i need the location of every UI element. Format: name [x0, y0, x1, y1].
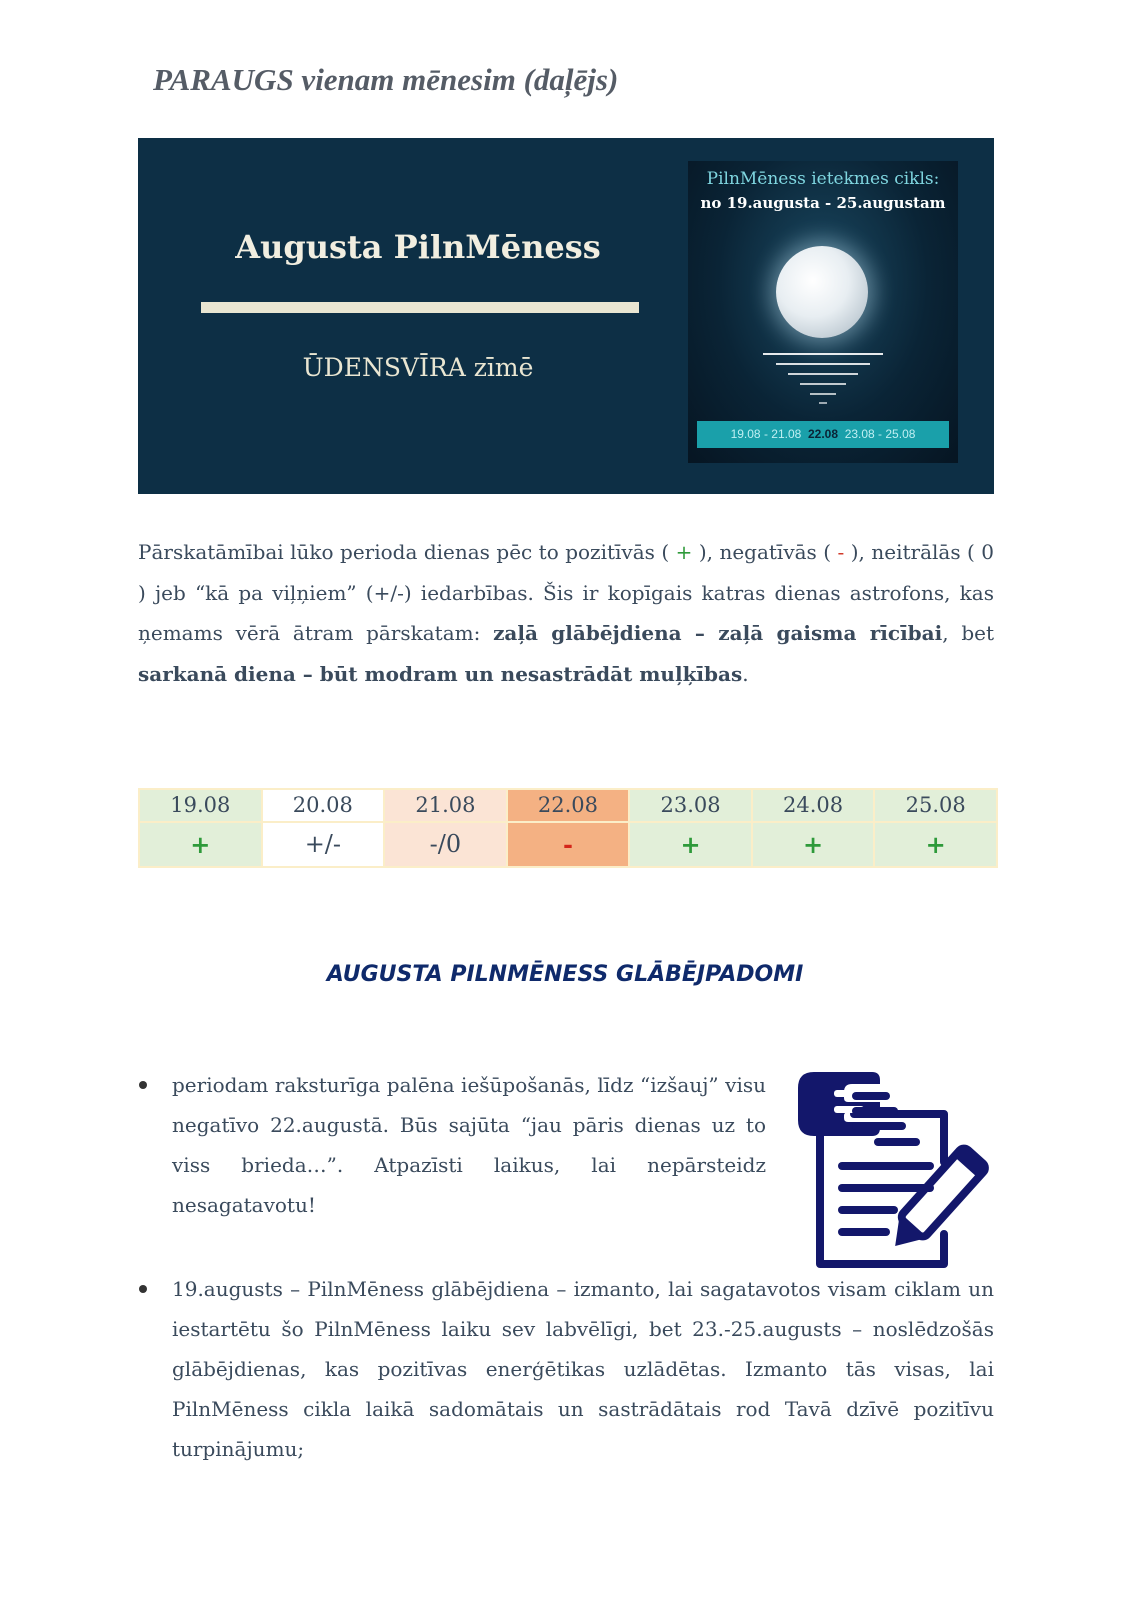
- document-edit-icon: [792, 1066, 1000, 1270]
- intro-text: ), neitrālās ( 0 ) jeb “kā pa viļņiem” (+/-) iedarbības. Šis ir kopīgais katras dienas astrofons, kas ņemams vērā ātram pārskatam:: [138, 540, 995, 645]
- banner-subtitle: ŪDENSVĪRA zīmē: [302, 353, 534, 382]
- banner-title: Augusta PilnMēness: [235, 228, 601, 266]
- strip-end-range: 23.08 - 25.08: [844, 427, 916, 441]
- intro-text: .: [742, 661, 749, 686]
- date-row: [139, 789, 997, 822]
- moon-card-dates: no 19.augusta - 25.augustam: [700, 194, 946, 212]
- day-rating: +: [629, 822, 752, 867]
- moon-reflection-icon: [748, 341, 898, 421]
- advice-item: 19.augusts – PilnMēness glābējdiena – izmanto, lai sagatavotos visam ciklam un iestartētu šo PilnMēness laiku sev labvēlīgi, bet 23.-25.augusts – noslēdzošās glābējdienas, kas pozitīvas enerģētikas uzlādētas. Izmanto tās visas, lai PilnMēness cikla laikā sadomātais un sastrādātais rod Tavā dzīvē pozitīvu turpinājumu;: [172, 1277, 994, 1461]
- intro-text: ), negatīvās (: [698, 540, 832, 564]
- intro-paragraph: [138, 532, 994, 694]
- full-moon-banner: [138, 138, 994, 494]
- day-rating: +: [139, 822, 262, 867]
- day-rating: +: [752, 822, 875, 867]
- day-rating: -: [507, 822, 630, 867]
- banner-divider: [201, 302, 639, 313]
- intro-text: , bet: [942, 621, 994, 645]
- day-date: 20.08: [262, 789, 385, 822]
- advice-item: periodam raksturīga palēna iešūpošanās, līdz “izšauj” visu negatīvo 22.augustā. Būs sajūta “jau pāris dienas uz to viss brieda…”. Atpazīsti laikus, lai nepārsteidz nesagatavotu!: [172, 1073, 766, 1217]
- day-date: 19.08: [139, 789, 262, 822]
- strip-peak-date: 22.08: [807, 427, 839, 441]
- positive-sign: +: [675, 540, 693, 564]
- moon-card-title: PilnMēness ietekmes cikls:: [706, 169, 940, 189]
- bullet-marker: [139, 1081, 147, 1089]
- green-day-emphasis: zaļā glābējdiena – zaļā gaisma rīcībai: [493, 621, 943, 645]
- red-day-emphasis: sarkanā diena – būt modram un nesastrādāt muļķības: [138, 661, 743, 686]
- strip-start-range: 19.08 - 21.08: [730, 427, 802, 441]
- day-date: 23.08: [629, 789, 752, 822]
- day-date: 21.08: [384, 789, 507, 822]
- negative-sign: -: [837, 540, 845, 564]
- day-date: 24.08: [752, 789, 875, 822]
- moon-cycle-strip: [697, 421, 949, 448]
- day-rating: +/-: [262, 822, 385, 867]
- day-rating-table: [138, 788, 998, 868]
- full-moon-image: [776, 246, 868, 338]
- rating-row: [139, 822, 997, 867]
- bullet-marker: [139, 1285, 147, 1293]
- day-rating: -/0: [384, 822, 507, 867]
- day-rating: +: [874, 822, 997, 867]
- day-date: 25.08: [874, 789, 997, 822]
- page-title: PARAUGS vienam mēnesim (daļējs): [153, 62, 619, 97]
- moon-cycle-card: [688, 161, 958, 463]
- section-heading: AUGUSTA PILNMĒNESS GLĀBĒJPADOMI: [326, 962, 804, 987]
- day-date: 22.08: [507, 789, 630, 822]
- intro-text: Pārskatāmībai lūko perioda dienas pēc to pozitīvās (: [138, 540, 670, 564]
